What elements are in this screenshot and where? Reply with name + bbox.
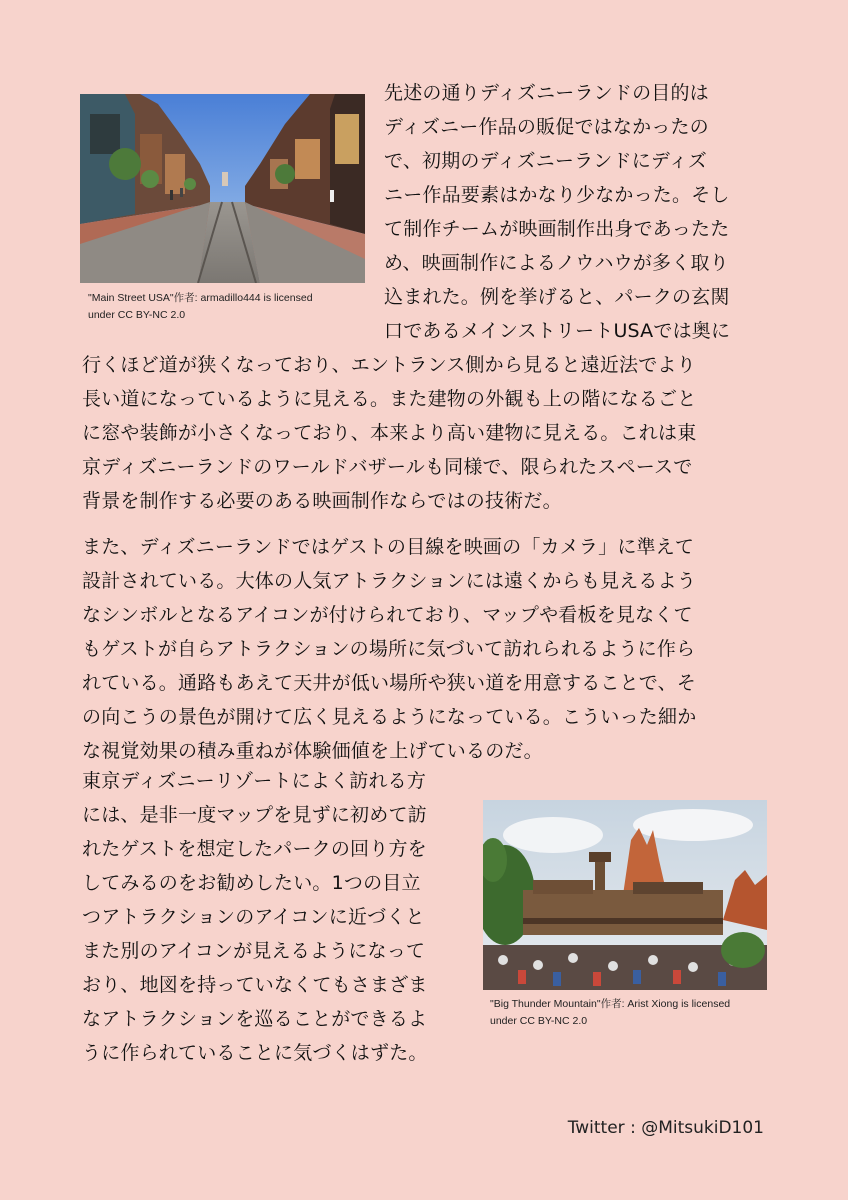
caption-line: under CC BY-NC 2.0 xyxy=(490,1015,588,1027)
paragraph1-line: め、映画制作によるノウハウが多く取り xyxy=(384,252,729,274)
big-thunder-mountain-photo xyxy=(483,800,767,990)
paragraph2-line: れている。通路もあえて天井が低い場所や狭い道を用意することで、そ xyxy=(82,672,697,694)
big-thunder-mountain-caption xyxy=(490,996,730,1030)
paragraph1-line: 口であるメインストリートUSAでは奥に xyxy=(384,320,731,342)
paragraph3-line: つアトラクションのアイコンに近づくと xyxy=(82,906,425,928)
paragraph1-line: 背景を制作する必要のある映画制作ならではの技術だ。 xyxy=(82,490,562,512)
caption-line: "Main Street USA"作者: armadillo444 is licensed xyxy=(88,292,313,304)
main-street-photo xyxy=(80,94,365,283)
paragraph1-line: ディズニー作品の販促ではなかったの xyxy=(384,116,709,138)
main-street-caption xyxy=(88,290,313,324)
paragraph1-line: て制作チームが映画制作出身であったた xyxy=(384,218,730,240)
paragraph3-line: うに作られていることに気づくはずた。 xyxy=(82,1042,428,1064)
paragraph1-line: 込まれた。例を挙げると、パークの玄関 xyxy=(384,286,730,308)
caption-line: "Big Thunder Mountain"作者: Arist Xiong is licensed xyxy=(490,998,731,1010)
paragraph3-line: 東京ディズニーリゾートによく訪れる方 xyxy=(82,770,427,792)
caption-line: under CC BY-NC 2.0 xyxy=(88,309,186,321)
paragraph3-line: には、是非一度マップを見ずに初めて訪 xyxy=(82,804,427,826)
paragraph2-line: もゲストが自らアトラクションの場所に気づいて訪れられるように作ら xyxy=(82,638,696,660)
paragraph3-line: してみるのをお勧めしたい。1つの目立 xyxy=(82,872,421,894)
paragraph3-line: なアトラクションを巡ることができるよ xyxy=(82,1008,428,1030)
paragraph2-line: なシンボルとなるアイコンが付けられており、マップや看板を見なくて xyxy=(82,604,693,626)
paragraph3-line: また別のアイコンが見えるようになって xyxy=(82,940,426,962)
paragraph2-line: な視覚効果の積み重ねが体験価値を上げているのだ。 xyxy=(82,740,543,762)
twitter-handle: Twitter : @MitsukiD101 xyxy=(567,1118,764,1138)
paragraph1-line: 京ディズニーランドのワールドバザールも同様で、限られたスペースで xyxy=(82,456,693,478)
paragraph1-line: 長い道になっているように見える。また建物の外観も上の階になるごと xyxy=(82,388,697,410)
paragraph1-line: ニー作品要素はかなり少なかった。そし xyxy=(384,184,730,206)
paragraph1-line: 行くほど道が狭くなっており、エントランス側から見ると遠近法でより xyxy=(82,354,696,376)
paragraph1-line: に窓や装飾が小さくなっており、本来より高い建物に見える。これは東 xyxy=(82,422,697,444)
paragraph3-line: おり、地図を持っていなくてもさまざま xyxy=(82,974,428,996)
paragraph3-line: れたゲストを想定したパークの回り方を xyxy=(82,838,427,860)
paragraph1-line: 先述の通りディズニーランドの目的は xyxy=(384,82,709,104)
paragraph2-line: の向こうの景色が開けて広く見えるようになっている。こういった細か xyxy=(82,706,697,728)
paragraph2-line: また、ディズニーランドではゲストの目線を映画の「カメラ」に準えて xyxy=(82,536,695,558)
paragraph2-line: 設計されている。大体の人気アトラクションには遠くからも見えるよう xyxy=(82,570,697,592)
paragraph1-line: で、初期のディズニーランドにディズ xyxy=(384,150,707,172)
